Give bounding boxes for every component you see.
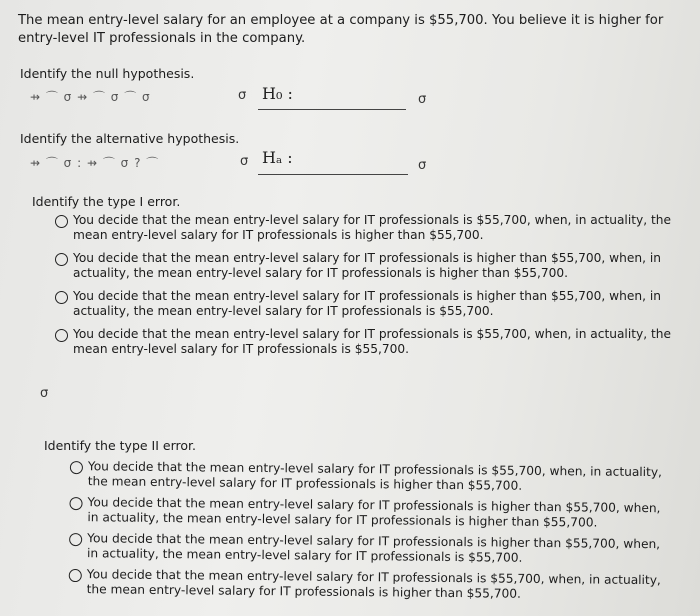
- sigma-symbol-button[interactable]: σ: [240, 154, 249, 169]
- null-hypothesis-input[interactable]: [258, 84, 406, 110]
- radio-button[interactable]: [55, 253, 68, 266]
- alt-hypothesis-input[interactable]: [258, 148, 408, 175]
- type1-option[interactable]: [55, 289, 680, 319]
- type2-prompt: Identify the type II error.: [44, 438, 196, 453]
- sigma-symbol-button[interactable]: σ: [418, 92, 427, 107]
- alt-hypothesis-symbol-toolbar[interactable]: ⇸ ⌒ σ : ⇸ ⌒ σ ? ⌒: [30, 156, 160, 170]
- option-text: You decide that the mean entry-level salary for IT professionals is higher than $55,700, when, in actuality, the mean entry-level salary for IT professionals is $55,700.: [73, 289, 661, 318]
- type2-options: [69, 459, 670, 603]
- option-text: You decide that the mean entry-level salary for IT professionals is $55,700, when, in actuality, the mean entry-level salary for IT professionals is higher than $55,700.: [86, 567, 661, 601]
- radio-button[interactable]: [69, 497, 82, 510]
- option-text: You decide that the mean entry-level salary for IT professionals is higher than $55,700, when, in actuality, the mean entry-level salary for IT professionals is $55,700.: [86, 531, 661, 565]
- radio-button[interactable]: [55, 329, 68, 342]
- sigma-symbol-button[interactable]: σ: [238, 88, 247, 103]
- radio-button[interactable]: [69, 533, 82, 546]
- option-text: You decide that the mean entry-level salary for IT professionals is higher than $55,700, when, in actuality, the mean entry-level salary for IT professionals is higher than $55,700.: [87, 495, 661, 530]
- sigma-symbol-button[interactable]: σ: [40, 386, 49, 401]
- type2-option[interactable]: [69, 567, 669, 603]
- type2-option[interactable]: [69, 495, 669, 531]
- type1-option[interactable]: [55, 213, 680, 243]
- type2-option[interactable]: [70, 459, 670, 495]
- radio-button[interactable]: [69, 569, 82, 582]
- option-text: You decide that the mean entry-level salary for IT professionals is higher than $55,700, when, in actuality, the mean entry-level salary for IT professionals is higher than $55,700.: [73, 251, 661, 280]
- null-hypothesis-symbol-toolbar[interactable]: ⇸ ⌒ σ ⇸ ⌒ σ ⌒ σ: [30, 90, 151, 104]
- radio-button[interactable]: [55, 215, 68, 228]
- radio-button[interactable]: [55, 291, 68, 304]
- h0-label: H₀ :: [262, 84, 293, 103]
- type1-option[interactable]: [55, 251, 680, 281]
- null-hypothesis-prompt: Identify the null hypothesis.: [20, 66, 195, 81]
- type1-prompt: Identify the type I error.: [32, 194, 181, 209]
- sigma-symbol-button[interactable]: σ: [418, 158, 427, 173]
- option-text: You decide that the mean entry-level salary for IT professionals is $55,700, when, in actuality, the mean entry-level salary for IT professionals is higher than $55,700.: [73, 213, 671, 242]
- type1-options: [55, 213, 680, 357]
- option-text: You decide that the mean entry-level salary for IT professionals is $55,700, when, in actuality, the mean entry-level salary for IT professionals is $55,700.: [73, 327, 671, 356]
- type2-option[interactable]: [69, 531, 669, 567]
- option-text: You decide that the mean entry-level salary for IT professionals is $55,700, when, in actuality, the mean entry-level salary for IT professionals is higher than $55,700.: [87, 459, 663, 493]
- ha-label: Hₐ :: [262, 148, 293, 167]
- radio-button[interactable]: [70, 461, 83, 474]
- type1-option[interactable]: [55, 327, 680, 357]
- alt-hypothesis-prompt: Identify the alternative hypothesis.: [20, 131, 240, 146]
- question-intro: The mean entry-level salary for an employee at a company is $55,700. You believe it is higher for entry-level IT professionals in the company.: [18, 13, 664, 46]
